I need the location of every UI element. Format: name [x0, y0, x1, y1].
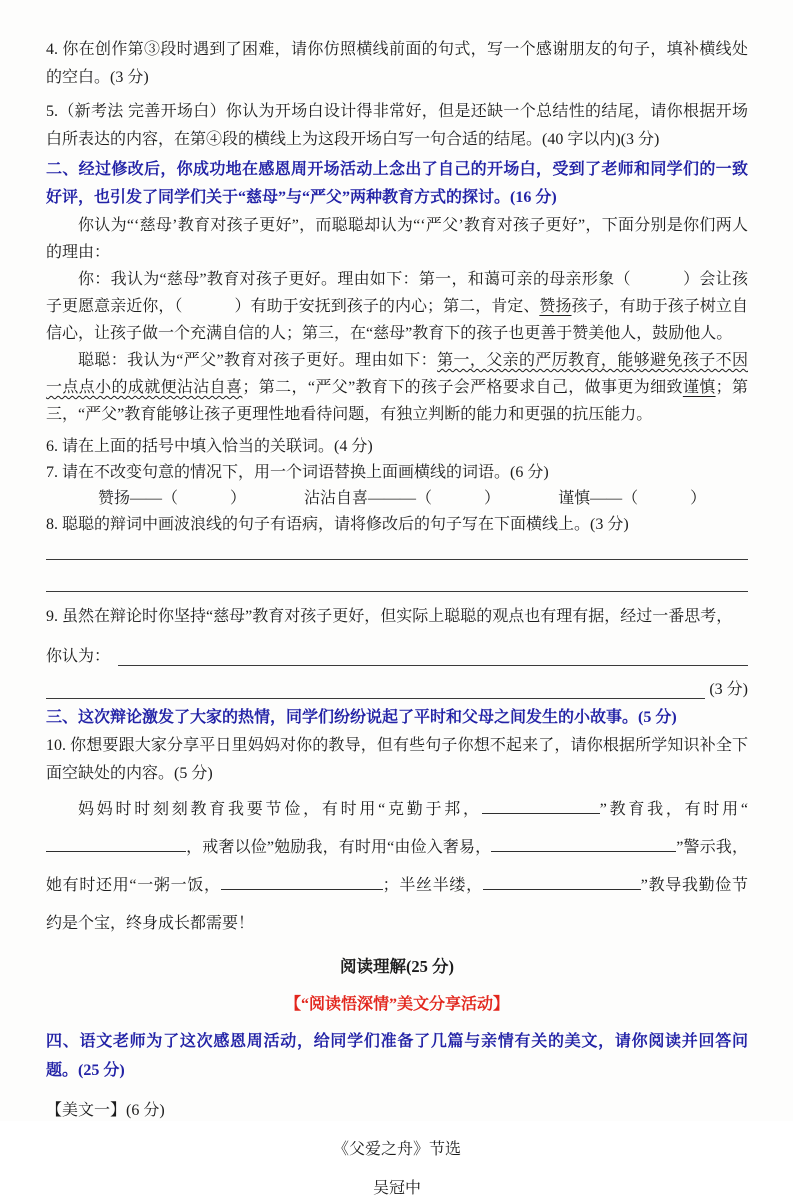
q9 [46, 600, 748, 633]
text-segment: 四、语文老师为了这次感恩周活动，给同学们准备了几篇与亲情有关的美文，请你阅读并回答问题。(25 分) [46, 1033, 748, 1079]
text-segment: 【美文一】(6 分) [46, 1102, 165, 1119]
text-segment: 二、经过修改后，你成功地在感恩周开场活动上念出了自己的开场白，受到了老师和同学们的一致好评，也引发了同学们关于“慈母”与“严父”两种教育方式的探讨。(16 分) [46, 161, 748, 206]
fill-blank[interactable] [483, 876, 641, 890]
essay-1-label [46, 1097, 748, 1124]
section-4 [46, 1027, 748, 1085]
answer-line[interactable] [118, 665, 748, 666]
text-segment: 你认为“‘慈母’教育对孩子更好”，而聪聪却认为“‘严父’教育对孩子更好”，下面分别是你们两人的理由： [46, 217, 748, 261]
text-segment: 5.（新考法 完善开场白）你认为开场白设计得非常好，但是还缺一个总结性的结尾，请你根据开场白所表达的内容，在第④段的横线上为这段开场白写一句合适的结尾。(40 字以内)(3 分) [46, 103, 748, 148]
text-segment: ）会让孩子更愿意亲近你，（ [46, 271, 748, 315]
text-segment: ） [690, 490, 707, 507]
q7-word-row [46, 486, 748, 512]
text-segment: ） [484, 490, 501, 507]
q9-answer-start-label: 你认为： [46, 648, 111, 665]
answer-line-1 [46, 538, 748, 560]
q6 [46, 434, 748, 460]
essay-1-title [46, 1136, 748, 1163]
fill-blank[interactable] [491, 838, 676, 852]
text-segment: 谨慎——（ [558, 490, 639, 507]
text-segment: 你：我认为“慈母”教育对孩子更好。理由如下：第一，和蔼可亲的母亲形象（ [78, 271, 631, 288]
answer-line[interactable] [46, 698, 705, 699]
text-segment: 《父爱之舟》节选 [332, 1141, 461, 1158]
activity-banner [46, 991, 748, 1018]
answer-line[interactable] [46, 591, 748, 592]
text-segment: 谨慎 [682, 379, 716, 396]
text-segment: 吴冠中 [372, 1180, 421, 1197]
q9-answer-start [46, 633, 748, 666]
text-segment: ”教育我，有时用“ [599, 801, 748, 818]
text-segment: 三、这次辩论激发了大家的热情，同学们纷纷说起了平时和父母之间发生的小故事。(5 分) [46, 709, 677, 726]
text-segment: 9. 虽然在辩论时你坚持“慈母”教育对孩子更好，但实际上聪聪的观点也有理有据，经过一番思考， [46, 608, 733, 625]
answer-line-2 [46, 560, 748, 592]
essay-1-author [46, 1175, 748, 1202]
text-segment: 7. 请在不改变句意的情况下，用一个词语替换上面画横线的词语。(6 分) [46, 464, 549, 481]
text-segment: 4. 你在创作第③段时遇到了困难，请你仿照横线前面的句式，写一个感谢朋友的句子，填补横线处的空白。(3 分) [46, 41, 748, 86]
your-argument [46, 266, 748, 347]
document-body [46, 36, 748, 1202]
q5 [46, 98, 748, 154]
text-segment: ；第二，“严父”教育下的孩子会严格要求自己，做事更为细致 [242, 379, 683, 396]
text-segment: 沾沾自喜———（ [304, 490, 433, 507]
q8 [46, 512, 748, 538]
text-segment: 聪聪：我认为“严父”教育对孩子更好。理由如下： [78, 352, 438, 369]
q7 [46, 460, 748, 486]
text-segment: ） [230, 490, 247, 507]
text-segment: ，戒奢以俭”勉励我，有时用“由俭入奢易， [186, 839, 492, 856]
text-segment: ”教导我勤俭节约是个宝，终身成长都需要！ [46, 877, 748, 932]
text-segment: 10. 你想要跟大家分享平日里妈妈对你的教导，但有些句子你想不起来了，请你根据所学知识补全下面空缺处的内容。(5 分) [46, 737, 748, 782]
text-segment: 阅读理解(25 分) [339, 957, 455, 976]
fill-blank[interactable] [221, 876, 383, 890]
congcong-argument [46, 347, 748, 428]
text-segment: 【“阅读悟深情”美文分享活动】 [284, 996, 509, 1013]
text-segment: ）有助于安抚到孩子的内心；第二，肯定、 [234, 298, 540, 315]
text-segment: ”警示我，她有时还用“一粥一饭， [46, 839, 748, 894]
section-2 [46, 156, 748, 212]
debate-intro [46, 212, 748, 266]
answer-line[interactable] [46, 559, 748, 560]
q4 [46, 36, 748, 92]
text-segment: 赞扬 [539, 298, 572, 315]
q9-answer-end-points: (3 分) [709, 681, 748, 698]
q10 [46, 732, 748, 788]
section-3 [46, 704, 748, 732]
text-segment: ；第三，“严父”教育能够让孩子更理性地看待问题，有独立判断的能力和更强的抗压能力。 [46, 379, 748, 423]
text-segment: 8. 聪聪的辩词中画波浪线的句子有语病，请将修改后的句子写在下面横线上。(3 分) [46, 516, 629, 533]
fill-blank[interactable] [46, 838, 186, 852]
q9-answer-end [46, 666, 748, 699]
text-segment: 6. 请在上面的括号中填入恰当的关联词。(4 分) [46, 438, 373, 455]
text-segment: 赞扬——（ [98, 490, 179, 507]
text-segment: 孩子，有助于孩子树立自信心，让孩子做一个充满自信的人；第三，在“慈母”教育下的孩子也更善于赞美他人，鼓励他人。 [46, 298, 748, 342]
fill-blank[interactable] [482, 800, 600, 814]
text-segment: 第一，父亲的严厉教育，能够避免孩子不因一点点小的成就便沾沾自喜 [46, 352, 748, 396]
q10-fill-passage [46, 791, 748, 943]
text-segment: 妈妈时时刻刻教育我要节俭，有时用“克勤于邦， [78, 801, 482, 818]
reading-heading [46, 953, 748, 980]
text-segment: ；半丝半缕， [382, 877, 483, 894]
